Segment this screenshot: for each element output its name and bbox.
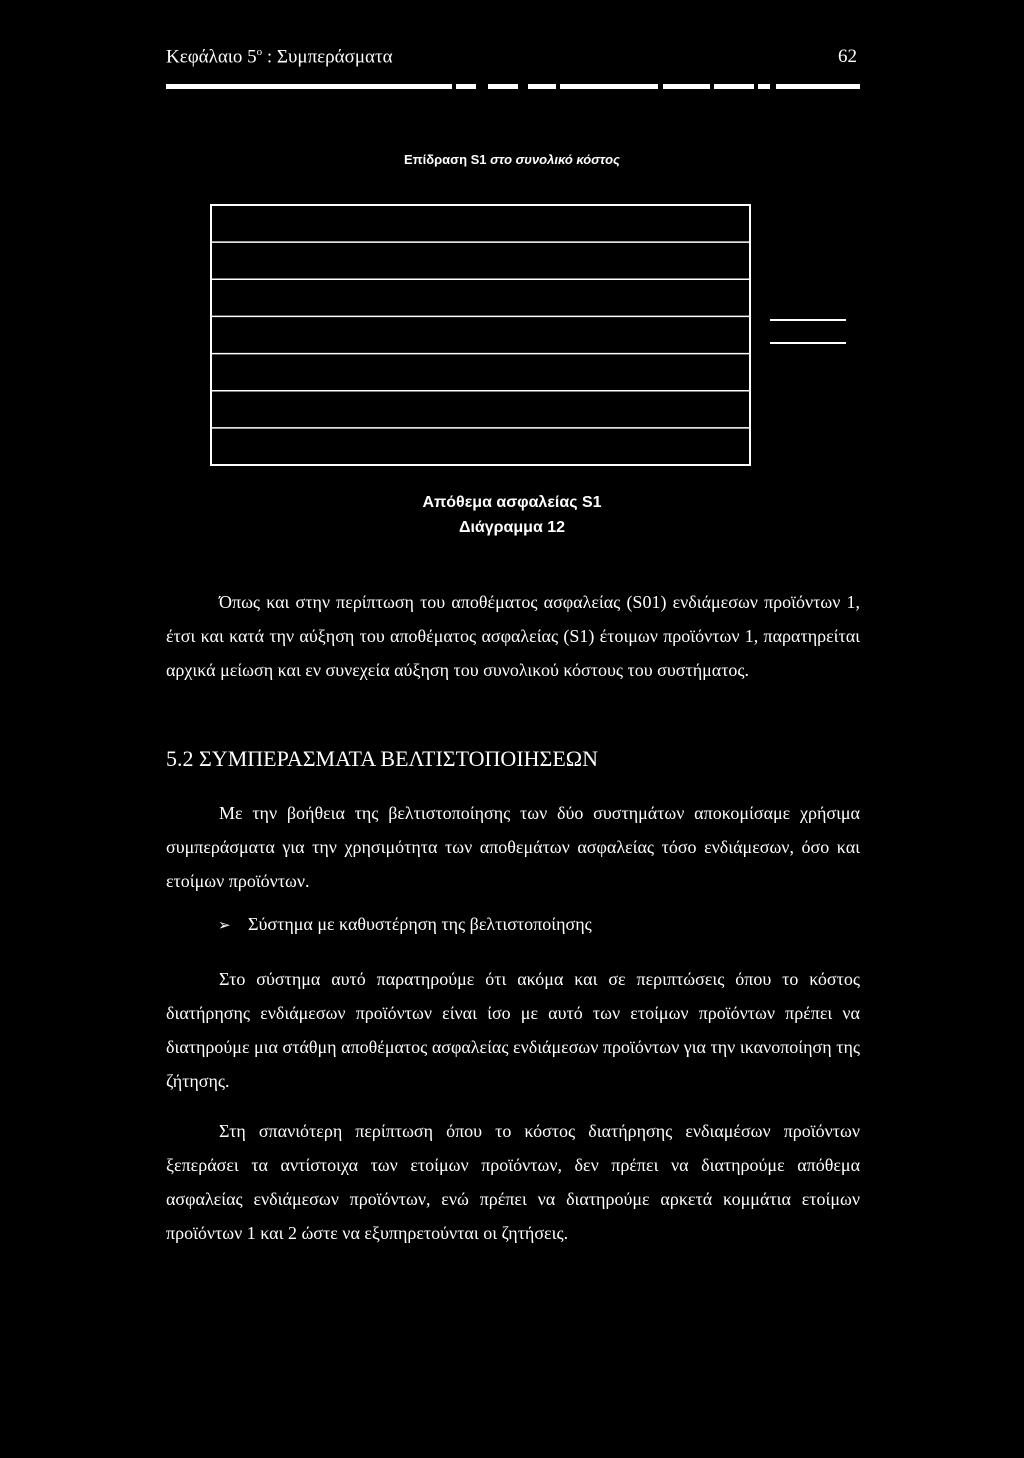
paragraph-1: Όπως και στην περίπτωση του αποθέματος ασφαλείας (S01) ενδιάμεσων προϊόντων 1, έτσι και κατά την αύξηση του αποθέματος ασφαλείας (S1) έτοιμων προϊόντων 1, παρατηρείται αρχικά μείωση και εν συνεχεία αύξηση του συνολικού κόστους του συστήματος. <box>166 592 860 680</box>
plot-border <box>211 205 750 465</box>
paragraph-2: Με την βοήθεια της βελτιστοποίησης των δύο συστημάτων αποκομίσαμε χρήσιμα συμπεράσματα για την χρησιμότητα των αποθεμάτων ασφαλείας τόσο ενδιάμεσων, όσο και ετοίμων προϊόντων. <box>166 803 860 891</box>
chapter-title: Κεφάλαιο 5 <box>166 46 257 68</box>
page-number: 62 <box>838 46 857 67</box>
chart-svg <box>210 204 751 466</box>
figure-caption: Διάγραμμα 12 <box>458 519 566 536</box>
section-heading: 5.2 ΣΥΜΠΕΡΑΣΜΑΤΑ ΒΕΛΤΙΣΤΟΠΟΙΗΣΕΩΝ <box>166 746 599 771</box>
chart-plot-area <box>210 204 751 466</box>
bullet-text: Σύστημα με καθυστέρηση της βελτιστοποίησης <box>248 914 592 934</box>
paragraph-3: Στο σύστημα αυτό παρατηρούμε ότι ακόμα και σε περιπτώσεις όπου το κόστος διατήρησης ενδιάμεσων προϊόντων είναι ίσο με αυτό των ετοίμων προϊόντων πρέπει να διατηρούμε μια στάθμη αποθέματος ασφαλείας ενδιάμεσων προϊόντων για την ικανοποίηση της ζήτησης. <box>166 969 860 1091</box>
chart-title-prefix: Επίδραση S1 <box>404 152 487 167</box>
paragraph-4: Στη σπανιότερη περίπτωση όπου το κόστος διατήρησης ενδιαμέσων προϊόντων ξεπεράσει τα αντίστοιχα των ετοίμων προϊόντων, δεν πρέπει να διατηρούμε απόθεμα ασφαλείας ενδιάμεσων προϊόντων, ενώ πρέπει να διατηρούμε αρκετά κομμάτια ετοίμων προϊόντων 1 και 2 ώστε να εξυπηρετούνται οι ζητήσεις. <box>166 1121 860 1243</box>
bullet-item <box>218 914 592 935</box>
x-axis-label: Απόθεμα ασφαλείας S1 <box>422 494 602 511</box>
running-header-title <box>166 46 393 68</box>
chart-legend <box>770 318 846 348</box>
chapter-superscript: ο <box>256 46 263 58</box>
header-rule <box>166 84 860 89</box>
arrow-bullet-icon: ➢ <box>218 916 231 934</box>
chart-title-rest: στο συνολικό κόστος <box>486 152 620 167</box>
gridlines <box>211 242 750 428</box>
chapter-subtitle: : Συμπεράσματα <box>262 46 393 68</box>
chart-title <box>0 152 1024 167</box>
